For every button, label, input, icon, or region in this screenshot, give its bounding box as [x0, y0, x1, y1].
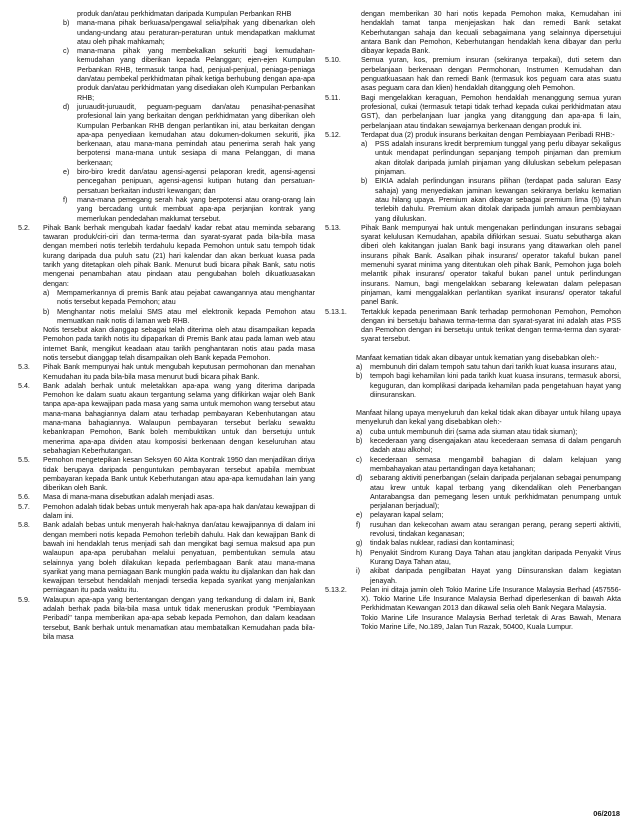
list-item: a) cuba untuk membunuh diri (sama ada siuman atau tidak siuman); [356, 427, 578, 436]
list-item: b) kecederaan yang disengajakan atau kecederaan semasa di dalam pengaruh dadah atau alkohol; [356, 437, 621, 455]
list-item: b) tempoh bagi kehamilan kini pada tarikh kuat kuasa insurans, termasuk aborsi, keguguran, dan komplikasi daripada kehamilan pada pengetahuan hayat yang diinsuranskan. [356, 372, 621, 399]
list-item: b) mana-mana pihak berkuasa/pengawal selia/pihak yang dibenarkan oleh undang-undang atau peraturan-peraturan untuk mendapatkan maklumat atau oleh pihak mahkamah; [63, 19, 315, 46]
list-item: h) Penyakit Sindrom Kurang Daya Tahan atau jangkitan daripada Penyakit Virus Kurang Daya Tahan atau, [356, 548, 621, 566]
clause-5-5 [18, 456, 315, 493]
clause-text: Notis tersebut akan dianggap sebagai telah diterima oleh atau disampaikan kepada Pemohon pada tarikh notis itu dipaparkan di Premis Bank atau pada laman web atau internet Bank, mengikut keadaan atau tarikh penghantaran notis atau pada masa notis tersebut dianggap telah disampaikan oleh Bank kepada Pemohon. [43, 326, 315, 362]
list-item: e) pelayaran kapal selam; [356, 511, 444, 520]
list-item: f) rusuhan dan kekecohan awam atau serangan perang, perang seperti aktiviti, revolusi, tindakan keganasan; [356, 520, 621, 539]
intro-list [63, 10, 315, 224]
clause-text: Pemohon mengetepikan kesan Seksyen 60 Akta Kontrak 1950 dan menjadikan diriya tidak berupaya daripada penguntukan pembayaran tersebut apabila membuat pembayaran kepada Bank untuk Keberhutangan atau apa-apa kemudahan lain yang diberikan oleh Bank. [43, 456, 315, 493]
clause-text: Pihak Bank berhak mengubah kadar faedah/ kadar rebat atau meminda sebarang tawaran produk/ciri-ciri dan terma-terma dan syarat-syarat pada bila-bila masa dengan memberi notis terlebih terdahulu kepada Pemohon untuk satu tempoh tidak kurang daripada dua puluh satu (21) hari kalendar dan akan berkuat kuasa pada tarikh yang ditetapkan oleh pihak Bank. Menurut budi bicara pihak Bank, satu notis mengenai penambahan atau pindaan atau pengubahan boleh dikuatkuasakan dengan: [43, 223, 315, 288]
clause-5-13-2 [325, 586, 621, 632]
clause-text: Bagi mengelakkan keraguan, Pemohon hendaklah menanggung semua yuran profesional, cukai (termasuk tetapi tidak terhad kepada cukai perkhidmatan atau GST), dan perbelanjaan luar jangka yang ditanggung dan apa-apa fi lain, perbelanjaan atau tindakan sewajarnya berkenaan dengan produk ini. [361, 93, 621, 130]
clause-text: Pihak Bank mempunyai hak untuk mengubah keputusan permohonan dan menahan Kemudahan itu pada bila-bila masa menurut budi bicara pihak Bank. [43, 363, 315, 381]
clause-number: 5.8. [18, 521, 30, 530]
clause-text: Bank adalah bebas untuk menyerah hak-haknya dan/atau kewajipannya di dalam ini dengan memberi notis kepada Pemohon terlebih dahulu. Hak dan kewajipan Bank di bawah ini hendaklah terus menjadi sah dan mengikat bagi semua maksud apa pun walaupun apa-apa perubahan melalui penyatuan, pembentukan semula atau selainnya yang boleh dilakukan kepada perlembagaan Bank atau mana-mana syarikat yang mana perniagaan Bank mungkin pada waktu itu dijalankan dan hak dan kewajipan tersebut hendaklah menjadi tersedia kepada syarikat yang menjalankan perniagaan itu pada waktu itu. [43, 521, 315, 595]
list-item: d) sebarang aktiviti penerbangan (selain daripada perjalanan sebagai penumpang atau krew untuk kapal terbang yang dikendalikan oleh Penerbangan Antarabangsa dan pemegang lesen untuk perkhidmatan penumpang untuk perjalanan berjadual); [356, 474, 621, 511]
clause-number: 5.5. [18, 456, 30, 465]
list-item: b) Menghantar notis melalui SMS atau mel elektronik kepada Pemohon atau memuatkan naik notis di laman web RHB. [43, 307, 315, 325]
clause-text: dengan memberikan 30 hari notis kepada Pemohon maka, Kemudahan ini hendaklah tamat tanpa menjejaskan hak dan remedi Bank setakat Keberhutangan sahaja dan kecuali sebagaimana yang selainnya dipersetujui antara Bank dan Pemohon, Keberhutangan hendaklah kena dibayar dan perlu dibayar kepada Bank. [361, 10, 621, 56]
clause-text: Semua yuran, kos, premium insuran (sekiranya terpakai), duti setem dan perbelanjaan berkenaan dengan Permohonan, Instrumen Kemudahan dan penguatkuasaan hak dan remedi Bank (termasuk kos peguam cara atas suatu asas peguam cara dan klien) hendaklah ditanggung oleh Pemohon. [361, 56, 621, 93]
clause-number: 5.7. [18, 502, 30, 511]
list-item: f) mana-mana pemegang serah hak yang berpotensi atau orang-orang lain yang bercadang untuk membuat apa-apa perjanjian kontrak yang memerlukan pendedahan maklumat tersebut. [63, 195, 315, 223]
clause-text: Masa di mana-mana disebutkan adalah menjadi asas. [43, 493, 215, 502]
clause-number: 5.4. [18, 381, 30, 390]
list-item: produk dan/atau perkhidmatan daripada Kumpulan Perbankan RHB [77, 10, 292, 18]
clause-5-3 [18, 363, 315, 382]
list-item: b) EIKIA adalah perlindungan insurans pilihan (terdapat pada saluran Easy sahaja) yang menyediakan jaminan kewangan sekiranya berlaku kematian atau hilang upaya. Premium akan dibayar sebagai premium lima (5) tahun terlebih dahulu. Premium akan ditolak daripada jumlah amaun pembiayaan yang diluluskan. [361, 177, 621, 223]
list-item: c) mana-mana pihak yang membekalkan sekuriti bagi kemudahan-kemudahan yang diberikan kepada Pelanggan; ejen-ejen Kumpulan Perbankan RHB, termasuk tanpa had, penjual-penjual, peniaga-peniaga dan/atau pembekal perkhidmatan pihak ketiga berhubung dengan apa-apa produk dan/atau perkhidmatan yang disediakan oleh Kumpulan Perbankan RHB; [63, 47, 315, 102]
list-item: i) akibat daripada pengilbatan Hayat yang Diinsuranskan dalam kegiatan jenayah. [356, 567, 621, 585]
clause-5-11 [325, 94, 621, 131]
clause-text: Pelan ini ditaja jamin oleh Tokio Marine Life Insurance Malaysia Berhad (457556-X). Tokio Marine Life Insurance Malaysia Berhad diperlesenkan di bawah Akta Perkhidmatan Kewangan 2013 dan dikawal selia oleh Bank Negara Malaysia. [361, 585, 621, 613]
list-item: a) membunuh diri dalam tempoh satu tahun dari tarikh kuat kuasa insurans atau, [356, 362, 617, 371]
clause-number: 5.13.1. [325, 307, 347, 316]
clause-5-13-1 [325, 308, 621, 345]
clause-number: 5.11. [325, 93, 341, 102]
clause-5-6 [18, 493, 315, 502]
left-column [18, 10, 315, 642]
clause-5-13 [325, 224, 621, 308]
clause-number: 5.6. [18, 493, 30, 502]
clause-number: 5.9. [18, 595, 30, 604]
clause-5-4 [18, 382, 315, 456]
clause-text: Terdapat dua (2) produk insurans berkaitan dengan Pembiayaan Peribadi RHB:- [361, 130, 615, 139]
clause-5-7 [18, 503, 315, 522]
clause-text: Pemohon adalah tidak bebas untuk menyerah hak apa-apa hak dan/atau kewajipan di dalam ini. [43, 502, 315, 521]
document-version: 06/2018 [593, 809, 620, 818]
right-column [325, 10, 621, 632]
list-item: d) juruaudit-juruaudit, peguam-peguam dan/atau penasihat-penasihat profesional lain yang berkaitan dengan perkhidmatan yang diberikan oleh Kumpulan Perbankan RHB dengan perlantikan ini, atau berkaitan dengan apa-apa penyediaan kemudahan atau dokumen-dokumen sekuriti, jika berkenaan, atau mana-mana pemindah atau penerima serah hak yang berpotensi mana-mana untuk sesiapa di mana Pelanggan, di mana berkenaan; [63, 102, 315, 167]
clause-number: 5.13.2. [325, 585, 347, 594]
clause-number: 5.10. [325, 56, 341, 65]
clause-number: 5.12. [325, 130, 341, 139]
disability-exclusions [356, 409, 621, 586]
clause-5-8 [18, 521, 315, 595]
clause-number: 5.2. [18, 223, 30, 232]
clause-5-9-continued [325, 10, 621, 56]
clause-text: Bank adalah berhak untuk meletakkan apa-apa wang yang diterima daripada Pemohon ke dalam suatu akaun tergantung selama yang difikirkan wajar oleh Bank tanpa apa-apa kewajipan pada masa yang sama untuk memohon wang tersebut atau mana-mana bahagiannya dalam atau terhadap pembayaran Kebenhutangan atau mana-mana bahagiannya. Walaupun pembayaran tersebut berlaku sewaktu kebankrapan Pemohon, Bank boleh membuktikan untuk dan bersetuju untuk menerima apa-apa dividen atau komposisi berkenaan dengan keseluruhan atau sebahagian Keberhutangan. [43, 381, 315, 455]
clause-text: Pihak Bank mempunyai hak untuk mengenakan perlindungan insurans sebagai syarat kelulusan Kemudahan, apabila difikirkan sesuai. Suatu sebutharga akan diberi oleh kakitangan jualan Bank bagi insurans yang ditawarkan oleh panel insurans pihak Bank. Asalkan pihak insurans/ operator takaful bukan panel memenuhi syarat minima yang ditentukan oleh pihak Bank, Pemohon juga boleh melantik pihak insurans/ operator takaful bukan panel untuk perlindungan insurans. Namun, bagi mengelakkan sebarang kelewatan dalam pelepasan pinjaman, kami menggalakkan perlantikan syarikat insurans/ operator takaful panel Bank. [361, 223, 621, 307]
exclusion-intro: Manfaat kematian tidak akan dibayar untuk kematian yang disebabkan oleh:- [356, 353, 599, 362]
clause-5-10 [325, 56, 621, 93]
list-item: e) biro-biro kredit dan/atau agensi-agensi pelaporan kredit, agensi-agensi pencegahan penipuan, agensi-agensi kutipan hutang dan persatuan-persatuan berkaitan industri kewangan; dan [63, 168, 315, 195]
clause-text: Walaupun apa-apa yang bertentangan dengan yang terkandung di dalam ini, Bank adalah berhak pada bila-bila masa untuk tidak meneruskan produk "Pembiayaan Peribadi" tanpa memberikan apa-apa sebab kepada Pemohon, dan dalam keadaan tersebut, Bank berhak untuk menamatkan atau membatalkan Kemudahan pada bila-bila masa [43, 595, 315, 641]
list-item: a) PSS adalah insurans kredit berpremium tunggal yang perlu dibayar sekaligus untuk mendapat perlindungan sepanjang tempoh pinjaman dan premium akan ditolak daripada jumlah pinjaman yang diluluskan sebelum pelepasan pinjaman. [361, 140, 621, 177]
exclusion-intro: Manfaat hilang upaya menyeluruh dan kekal tidak akan dibayar untuk hilang upaya menyeluruh dan kekal yang disebabkan oleh:- [356, 409, 621, 427]
clause-5-2 [18, 224, 315, 363]
list-item: g) tindak balas nuklear, radiasi dan kontaminasi; [356, 539, 515, 548]
list-item: a) Mempamerkannya di premis Bank atau pejabat cawangannya atau menghantar notis tersebut kepada Pemohon; atau [43, 288, 315, 307]
clause-5-9 [18, 596, 315, 642]
clause-number: 5.13. [325, 223, 341, 232]
list-item: c) kecederaan semasa mengambil bahagian di dalam kelajuan yang membahayakan atau pertandingan daya ketahanan; [356, 455, 621, 473]
death-exclusions [356, 354, 621, 400]
clause-text: Tertakluk kepada penerimaan Bank terhadap permohonan Pemohon, Pemohon dengan ini bersetuju bahawa terma-terma dan syarat-syarat ini adalah atas PSS dan Pemohon dengan ini bersetuju untuk terikat dengan terma-terma dan syarat-syarat tersebut. [361, 307, 621, 344]
clause-number: 5.3. [18, 363, 30, 372]
clause-text: Tokio Marine Life Insurance Malaysia Berhad terletak di Aras Bawah, Menara Tokio Marine Life, No.189, Jalan Tun Razak, 50400, Kuala Lumpur. [361, 613, 621, 631]
clause-5-12 [325, 131, 621, 224]
